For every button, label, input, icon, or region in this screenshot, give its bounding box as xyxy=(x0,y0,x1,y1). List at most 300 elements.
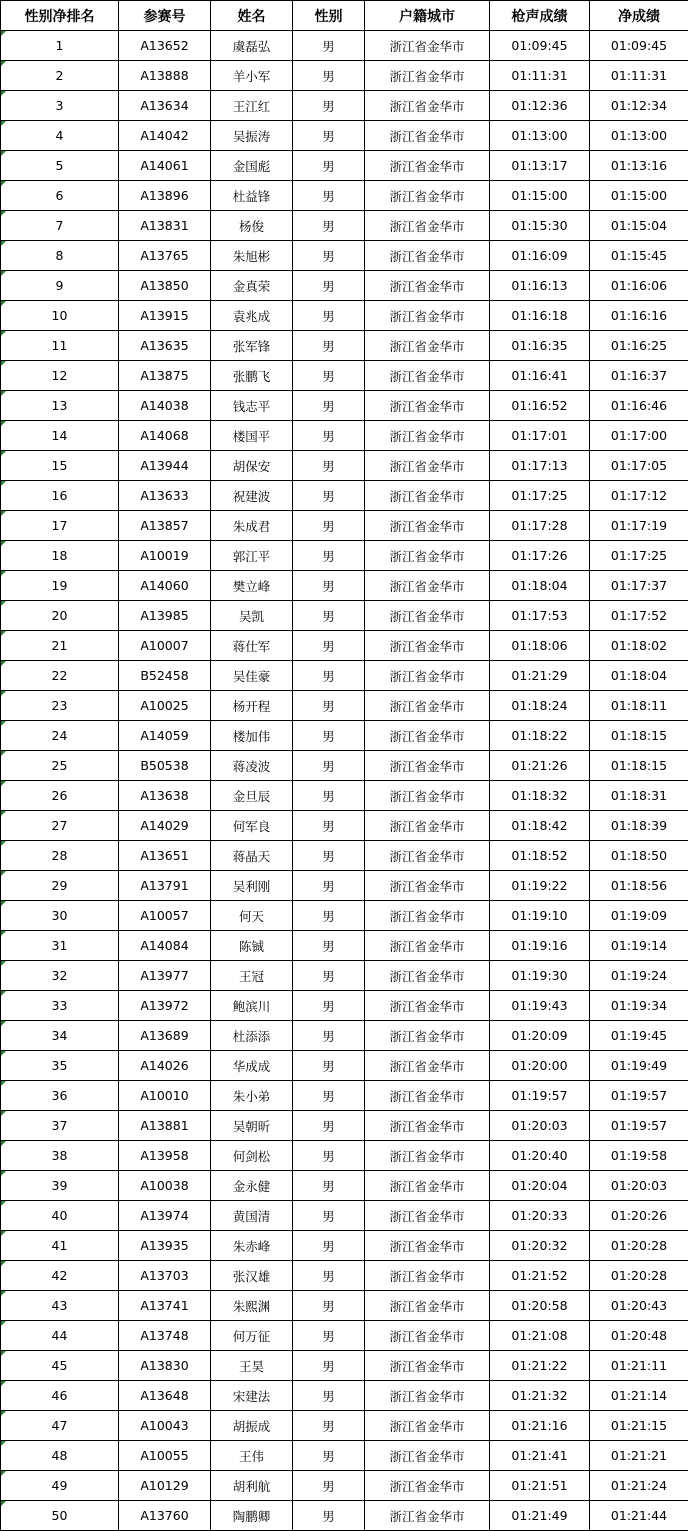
gun-time-cell: 01:20:40 xyxy=(490,1141,590,1171)
gender-cell: 男 xyxy=(293,181,365,211)
gender-cell: 男 xyxy=(293,811,365,841)
gender-cell: 男 xyxy=(293,781,365,811)
bib-cell: A13703 xyxy=(119,1261,211,1291)
bib-cell: A13831 xyxy=(119,211,211,241)
bib-cell: A13850 xyxy=(119,271,211,301)
table-row xyxy=(1,1201,688,1231)
name-cell: 何天 xyxy=(211,901,293,931)
city-cell: 浙江省金华市 xyxy=(365,181,490,211)
net-time-cell: 01:19:24 xyxy=(590,961,688,991)
name-cell: 宋建法 xyxy=(211,1381,293,1411)
city-cell: 浙江省金华市 xyxy=(365,331,490,361)
table-row xyxy=(1,271,688,301)
bib-cell: A13635 xyxy=(119,331,211,361)
net-time-cell: 01:09:45 xyxy=(590,31,688,61)
rank-cell: 6 xyxy=(1,181,119,211)
bib-cell: A13634 xyxy=(119,91,211,121)
bib-cell: A14061 xyxy=(119,151,211,181)
city-cell: 浙江省金华市 xyxy=(365,451,490,481)
city-cell: 浙江省金华市 xyxy=(365,721,490,751)
rank-cell: 10 xyxy=(1,301,119,331)
gun-time-cell: 01:20:09 xyxy=(490,1021,590,1051)
net-time-cell: 01:15:04 xyxy=(590,211,688,241)
bib-cell: A10129 xyxy=(119,1471,211,1501)
gender-cell: 男 xyxy=(293,481,365,511)
rank-cell: 22 xyxy=(1,661,119,691)
net-time-cell: 01:18:02 xyxy=(590,631,688,661)
table-row xyxy=(1,1381,688,1411)
gun-time-cell: 01:17:25 xyxy=(490,481,590,511)
gender-cell: 男 xyxy=(293,1381,365,1411)
gender-cell: 男 xyxy=(293,421,365,451)
name-cell: 黄国清 xyxy=(211,1201,293,1231)
rank-cell: 15 xyxy=(1,451,119,481)
gender-cell: 男 xyxy=(293,1201,365,1231)
table-row xyxy=(1,391,688,421)
net-time-cell: 01:21:21 xyxy=(590,1441,688,1471)
gun-time-cell: 01:19:43 xyxy=(490,991,590,1021)
net-time-cell: 01:21:44 xyxy=(590,1501,688,1531)
rank-cell: 14 xyxy=(1,421,119,451)
gun-time-cell: 01:21:52 xyxy=(490,1261,590,1291)
bib-cell: A10007 xyxy=(119,631,211,661)
city-cell: 浙江省金华市 xyxy=(365,901,490,931)
gun-time-cell: 01:20:32 xyxy=(490,1231,590,1261)
city-cell: 浙江省金华市 xyxy=(365,391,490,421)
name-cell: 胡保安 xyxy=(211,451,293,481)
net-time-cell: 01:17:19 xyxy=(590,511,688,541)
rank-cell: 24 xyxy=(1,721,119,751)
table-row xyxy=(1,91,688,121)
city-cell: 浙江省金华市 xyxy=(365,1411,490,1441)
gun-time-cell: 01:16:35 xyxy=(490,331,590,361)
gun-time-cell: 01:21:51 xyxy=(490,1471,590,1501)
bib-cell: A13748 xyxy=(119,1321,211,1351)
gender-cell: 男 xyxy=(293,751,365,781)
city-cell: 浙江省金华市 xyxy=(365,31,490,61)
gender-cell: 男 xyxy=(293,1231,365,1261)
bib-cell: A13760 xyxy=(119,1501,211,1531)
city-cell: 浙江省金华市 xyxy=(365,991,490,1021)
gun-time-cell: 01:18:06 xyxy=(490,631,590,661)
name-cell: 杜益锋 xyxy=(211,181,293,211)
table-row xyxy=(1,1291,688,1321)
gender-cell: 男 xyxy=(293,991,365,1021)
city-cell: 浙江省金华市 xyxy=(365,1111,490,1141)
gender-cell: 男 xyxy=(293,571,365,601)
gender-cell: 男 xyxy=(293,931,365,961)
net-time-cell: 01:20:48 xyxy=(590,1321,688,1351)
city-cell: 浙江省金华市 xyxy=(365,781,490,811)
net-time-cell: 01:18:15 xyxy=(590,751,688,781)
bib-cell: A14068 xyxy=(119,421,211,451)
net-time-cell: 01:19:34 xyxy=(590,991,688,1021)
bib-cell: A13638 xyxy=(119,781,211,811)
gun-time-cell: 01:20:33 xyxy=(490,1201,590,1231)
net-time-cell: 01:17:37 xyxy=(590,571,688,601)
rank-cell: 32 xyxy=(1,961,119,991)
bib-cell: A13648 xyxy=(119,1381,211,1411)
net-time-cell: 01:12:34 xyxy=(590,91,688,121)
city-cell: 浙江省金华市 xyxy=(365,1231,490,1261)
net-time-cell: 01:18:11 xyxy=(590,691,688,721)
rank-cell: 31 xyxy=(1,931,119,961)
rank-cell: 39 xyxy=(1,1171,119,1201)
gender-cell: 男 xyxy=(293,871,365,901)
table-row xyxy=(1,121,688,151)
gun-time-cell: 01:16:52 xyxy=(490,391,590,421)
city-cell: 浙江省金华市 xyxy=(365,1141,490,1171)
gender-cell: 男 xyxy=(293,121,365,151)
name-cell: 王冠 xyxy=(211,961,293,991)
city-cell: 浙江省金华市 xyxy=(365,511,490,541)
gun-time-cell: 01:13:17 xyxy=(490,151,590,181)
net-time-cell: 01:18:15 xyxy=(590,721,688,751)
gun-time-cell: 01:21:16 xyxy=(490,1411,590,1441)
rank-cell: 29 xyxy=(1,871,119,901)
bib-cell: A13791 xyxy=(119,871,211,901)
table-row xyxy=(1,181,688,211)
gun-time-cell: 01:15:30 xyxy=(490,211,590,241)
bib-cell: A10057 xyxy=(119,901,211,931)
table-row xyxy=(1,931,688,961)
name-cell: 张鹏飞 xyxy=(211,361,293,391)
header-bib: 参赛号 xyxy=(119,1,211,31)
name-cell: 金真荣 xyxy=(211,271,293,301)
gun-time-cell: 01:11:31 xyxy=(490,61,590,91)
city-cell: 浙江省金华市 xyxy=(365,691,490,721)
header-gun-time: 枪声成绩 xyxy=(490,1,590,31)
bib-cell: A13830 xyxy=(119,1351,211,1381)
table-row xyxy=(1,871,688,901)
table-row xyxy=(1,511,688,541)
name-cell: 朱小弟 xyxy=(211,1081,293,1111)
net-time-cell: 01:16:16 xyxy=(590,301,688,331)
name-cell: 蒋晶天 xyxy=(211,841,293,871)
gender-cell: 男 xyxy=(293,631,365,661)
gender-cell: 男 xyxy=(293,271,365,301)
bib-cell: A13944 xyxy=(119,451,211,481)
bib-cell: A14042 xyxy=(119,121,211,151)
city-cell: 浙江省金华市 xyxy=(365,1381,490,1411)
gun-time-cell: 01:18:52 xyxy=(490,841,590,871)
net-time-cell: 01:17:00 xyxy=(590,421,688,451)
bib-cell: A14026 xyxy=(119,1051,211,1081)
city-cell: 浙江省金华市 xyxy=(365,1501,490,1531)
gun-time-cell: 01:19:30 xyxy=(490,961,590,991)
table-row xyxy=(1,1321,688,1351)
table-row xyxy=(1,1471,688,1501)
gun-time-cell: 01:17:26 xyxy=(490,541,590,571)
city-cell: 浙江省金华市 xyxy=(365,1261,490,1291)
rank-cell: 46 xyxy=(1,1381,119,1411)
gun-time-cell: 01:21:29 xyxy=(490,661,590,691)
table-row xyxy=(1,1441,688,1471)
city-cell: 浙江省金华市 xyxy=(365,241,490,271)
gender-cell: 男 xyxy=(293,1351,365,1381)
rank-cell: 28 xyxy=(1,841,119,871)
table-row xyxy=(1,1111,688,1141)
bib-cell: A14029 xyxy=(119,811,211,841)
net-time-cell: 01:16:06 xyxy=(590,271,688,301)
gun-time-cell: 01:18:32 xyxy=(490,781,590,811)
table-row xyxy=(1,1081,688,1111)
rank-cell: 8 xyxy=(1,241,119,271)
net-time-cell: 01:13:16 xyxy=(590,151,688,181)
name-cell: 张汉雄 xyxy=(211,1261,293,1291)
gender-cell: 男 xyxy=(293,361,365,391)
gender-cell: 男 xyxy=(293,1141,365,1171)
gender-cell: 男 xyxy=(293,1081,365,1111)
city-cell: 浙江省金华市 xyxy=(365,1021,490,1051)
bib-cell: A13896 xyxy=(119,181,211,211)
table-row xyxy=(1,1411,688,1441)
rank-cell: 21 xyxy=(1,631,119,661)
net-time-cell: 01:17:12 xyxy=(590,481,688,511)
name-cell: 楼国平 xyxy=(211,421,293,451)
rank-cell: 49 xyxy=(1,1471,119,1501)
table-row xyxy=(1,721,688,751)
rank-cell: 30 xyxy=(1,901,119,931)
city-cell: 浙江省金华市 xyxy=(365,481,490,511)
gun-time-cell: 01:20:04 xyxy=(490,1171,590,1201)
gender-cell: 男 xyxy=(293,601,365,631)
rank-cell: 42 xyxy=(1,1261,119,1291)
gun-time-cell: 01:18:42 xyxy=(490,811,590,841)
net-time-cell: 01:17:25 xyxy=(590,541,688,571)
bib-cell: A14059 xyxy=(119,721,211,751)
table-row xyxy=(1,901,688,931)
net-time-cell: 01:15:45 xyxy=(590,241,688,271)
rank-cell: 11 xyxy=(1,331,119,361)
gender-cell: 男 xyxy=(293,211,365,241)
gender-cell: 男 xyxy=(293,1111,365,1141)
rank-cell: 3 xyxy=(1,91,119,121)
city-cell: 浙江省金华市 xyxy=(365,361,490,391)
city-cell: 浙江省金华市 xyxy=(365,601,490,631)
rank-cell: 16 xyxy=(1,481,119,511)
name-cell: 金旦辰 xyxy=(211,781,293,811)
net-time-cell: 01:21:11 xyxy=(590,1351,688,1381)
city-cell: 浙江省金华市 xyxy=(365,1081,490,1111)
name-cell: 王昊 xyxy=(211,1351,293,1381)
table-row xyxy=(1,631,688,661)
rank-cell: 35 xyxy=(1,1051,119,1081)
table-row xyxy=(1,301,688,331)
gender-cell: 男 xyxy=(293,1321,365,1351)
gender-cell: 男 xyxy=(293,1471,365,1501)
city-cell: 浙江省金华市 xyxy=(365,61,490,91)
gun-time-cell: 01:16:09 xyxy=(490,241,590,271)
city-cell: 浙江省金华市 xyxy=(365,211,490,241)
gun-time-cell: 01:18:22 xyxy=(490,721,590,751)
bib-cell: A13958 xyxy=(119,1141,211,1171)
bib-cell: A10038 xyxy=(119,1171,211,1201)
name-cell: 金国彪 xyxy=(211,151,293,181)
name-cell: 朱成君 xyxy=(211,511,293,541)
name-cell: 蒋凌波 xyxy=(211,751,293,781)
gender-cell: 男 xyxy=(293,1501,365,1531)
bib-cell: A10055 xyxy=(119,1441,211,1471)
net-time-cell: 01:18:31 xyxy=(590,781,688,811)
gun-time-cell: 01:13:00 xyxy=(490,121,590,151)
rank-cell: 1 xyxy=(1,31,119,61)
gun-time-cell: 01:17:53 xyxy=(490,601,590,631)
table-row xyxy=(1,1171,688,1201)
bib-cell: A10043 xyxy=(119,1411,211,1441)
table-row xyxy=(1,661,688,691)
rank-cell: 34 xyxy=(1,1021,119,1051)
name-cell: 虞磊弘 xyxy=(211,31,293,61)
gun-time-cell: 01:21:22 xyxy=(490,1351,590,1381)
city-cell: 浙江省金华市 xyxy=(365,571,490,601)
name-cell: 杜添添 xyxy=(211,1021,293,1051)
city-cell: 浙江省金华市 xyxy=(365,271,490,301)
bib-cell: A13977 xyxy=(119,961,211,991)
bib-cell: A13881 xyxy=(119,1111,211,1141)
gun-time-cell: 01:19:10 xyxy=(490,901,590,931)
name-cell: 何剑松 xyxy=(211,1141,293,1171)
name-cell: 朱赤峰 xyxy=(211,1231,293,1261)
header-rank: 性别净排名 xyxy=(1,1,119,31)
gun-time-cell: 01:12:36 xyxy=(490,91,590,121)
name-cell: 王伟 xyxy=(211,1441,293,1471)
gender-cell: 男 xyxy=(293,541,365,571)
name-cell: 蒋仕军 xyxy=(211,631,293,661)
city-cell: 浙江省金华市 xyxy=(365,841,490,871)
gender-cell: 男 xyxy=(293,451,365,481)
gender-cell: 男 xyxy=(293,301,365,331)
name-cell: 张军锋 xyxy=(211,331,293,361)
rank-cell: 26 xyxy=(1,781,119,811)
gun-time-cell: 01:17:28 xyxy=(490,511,590,541)
city-cell: 浙江省金华市 xyxy=(365,121,490,151)
table-row xyxy=(1,31,688,61)
rank-cell: 13 xyxy=(1,391,119,421)
city-cell: 浙江省金华市 xyxy=(365,1351,490,1381)
name-cell: 华成成 xyxy=(211,1051,293,1081)
bib-cell: A13857 xyxy=(119,511,211,541)
net-time-cell: 01:11:31 xyxy=(590,61,688,91)
city-cell: 浙江省金华市 xyxy=(365,871,490,901)
rank-cell: 48 xyxy=(1,1441,119,1471)
bib-cell: A14060 xyxy=(119,571,211,601)
table-row xyxy=(1,541,688,571)
rank-cell: 37 xyxy=(1,1111,119,1141)
bib-cell: A10010 xyxy=(119,1081,211,1111)
gun-time-cell: 01:20:03 xyxy=(490,1111,590,1141)
table-row xyxy=(1,1051,688,1081)
gun-time-cell: 01:19:16 xyxy=(490,931,590,961)
name-cell: 祝建波 xyxy=(211,481,293,511)
net-time-cell: 01:19:57 xyxy=(590,1111,688,1141)
net-time-cell: 01:19:45 xyxy=(590,1021,688,1051)
table-row xyxy=(1,61,688,91)
gun-time-cell: 01:19:57 xyxy=(490,1081,590,1111)
table-row xyxy=(1,151,688,181)
rank-cell: 5 xyxy=(1,151,119,181)
rank-cell: 44 xyxy=(1,1321,119,1351)
table-row xyxy=(1,811,688,841)
gun-time-cell: 01:21:32 xyxy=(490,1381,590,1411)
net-time-cell: 01:18:04 xyxy=(590,661,688,691)
name-cell: 杨开程 xyxy=(211,691,293,721)
gender-cell: 男 xyxy=(293,1441,365,1471)
gender-cell: 男 xyxy=(293,1051,365,1081)
gender-cell: 男 xyxy=(293,1021,365,1051)
bib-cell: A13765 xyxy=(119,241,211,271)
gender-cell: 男 xyxy=(293,901,365,931)
rank-cell: 43 xyxy=(1,1291,119,1321)
bib-cell: A13974 xyxy=(119,1201,211,1231)
net-time-cell: 01:17:52 xyxy=(590,601,688,631)
gun-time-cell: 01:17:01 xyxy=(490,421,590,451)
rank-cell: 12 xyxy=(1,361,119,391)
city-cell: 浙江省金华市 xyxy=(365,1291,490,1321)
bib-cell: A13972 xyxy=(119,991,211,1021)
gender-cell: 男 xyxy=(293,61,365,91)
bib-cell: B52458 xyxy=(119,661,211,691)
city-cell: 浙江省金华市 xyxy=(365,1471,490,1501)
name-cell: 钱志平 xyxy=(211,391,293,421)
table-row xyxy=(1,571,688,601)
gun-time-cell: 01:21:08 xyxy=(490,1321,590,1351)
table-row xyxy=(1,841,688,871)
bib-cell: A10019 xyxy=(119,541,211,571)
gender-cell: 男 xyxy=(293,151,365,181)
net-time-cell: 01:13:00 xyxy=(590,121,688,151)
city-cell: 浙江省金华市 xyxy=(365,1171,490,1201)
gender-cell: 男 xyxy=(293,331,365,361)
table-row xyxy=(1,991,688,1021)
city-cell: 浙江省金华市 xyxy=(365,421,490,451)
rank-cell: 19 xyxy=(1,571,119,601)
table-row xyxy=(1,601,688,631)
gun-time-cell: 01:21:26 xyxy=(490,751,590,781)
name-cell: 吴佳豪 xyxy=(211,661,293,691)
bib-cell: A13652 xyxy=(119,31,211,61)
header-gender: 性别 xyxy=(293,1,365,31)
bib-cell: A14084 xyxy=(119,931,211,961)
gender-cell: 男 xyxy=(293,1291,365,1321)
name-cell: 鲍滨川 xyxy=(211,991,293,1021)
name-cell: 袁兆成 xyxy=(211,301,293,331)
rank-cell: 40 xyxy=(1,1201,119,1231)
name-cell: 何军良 xyxy=(211,811,293,841)
bib-cell: A13915 xyxy=(119,301,211,331)
rank-cell: 45 xyxy=(1,1351,119,1381)
city-cell: 浙江省金华市 xyxy=(365,151,490,181)
city-cell: 浙江省金华市 xyxy=(365,1051,490,1081)
city-cell: 浙江省金华市 xyxy=(365,1441,490,1471)
rank-cell: 20 xyxy=(1,601,119,631)
bib-cell: A13875 xyxy=(119,361,211,391)
city-cell: 浙江省金华市 xyxy=(365,1201,490,1231)
net-time-cell: 01:19:14 xyxy=(590,931,688,961)
gender-cell: 男 xyxy=(293,91,365,121)
rank-cell: 36 xyxy=(1,1081,119,1111)
name-cell: 郭江平 xyxy=(211,541,293,571)
rank-cell: 41 xyxy=(1,1231,119,1261)
gun-time-cell: 01:19:22 xyxy=(490,871,590,901)
net-time-cell: 01:20:26 xyxy=(590,1201,688,1231)
table-row xyxy=(1,421,688,451)
table-row xyxy=(1,361,688,391)
gender-cell: 男 xyxy=(293,691,365,721)
gun-time-cell: 01:15:00 xyxy=(490,181,590,211)
table-row xyxy=(1,1501,688,1531)
rank-cell: 50 xyxy=(1,1501,119,1531)
